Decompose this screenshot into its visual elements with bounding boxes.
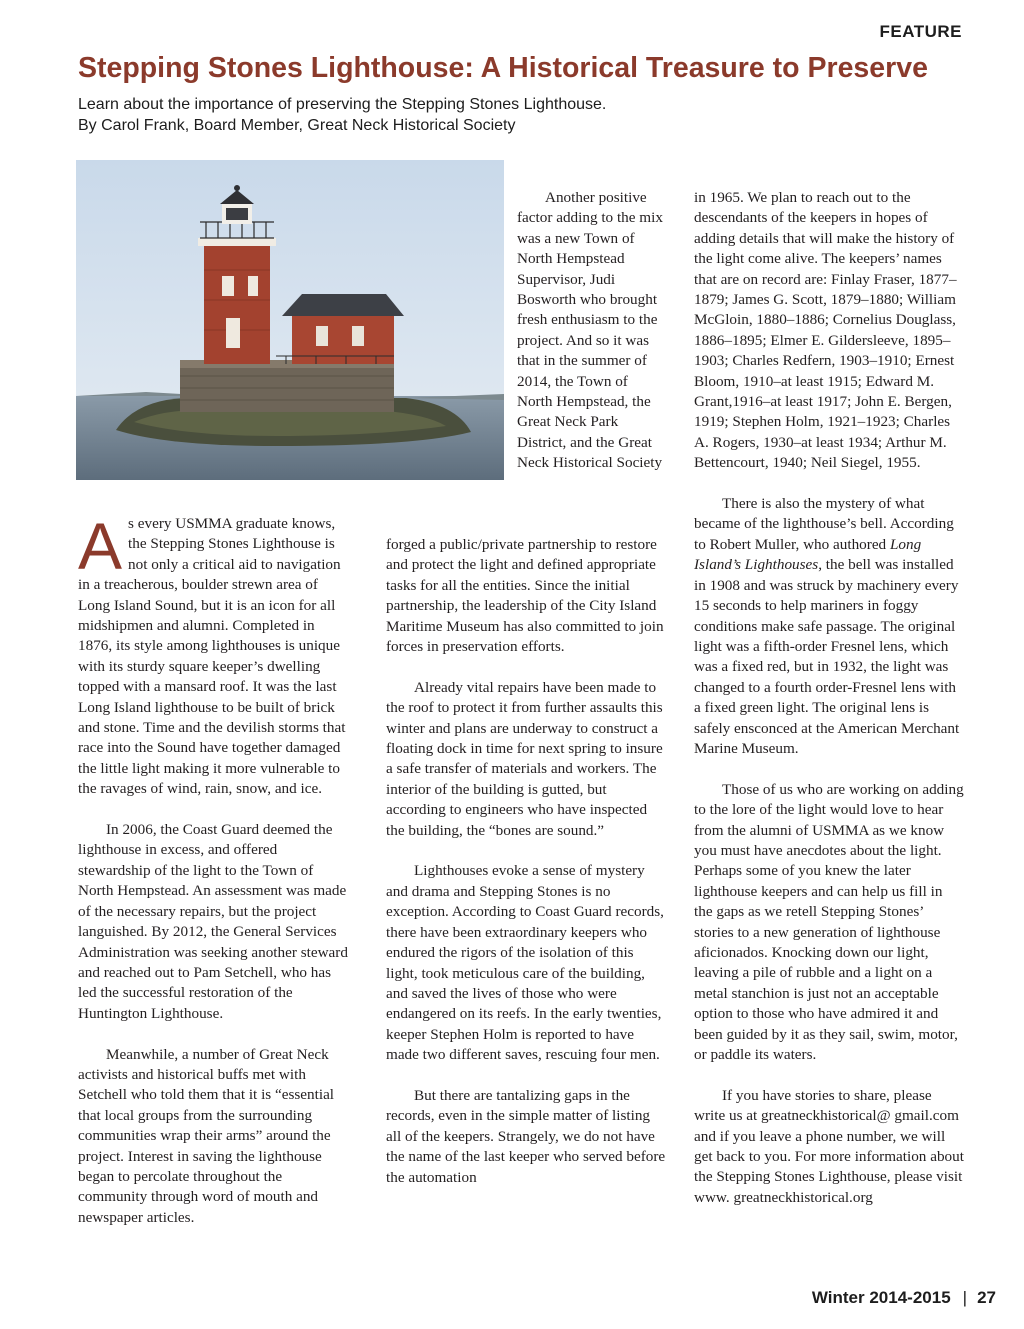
paragraph: Already vital repairs have been made to the roof to protect it from further assaults this winter and plans are underway to construct a floating dock in time for next spring to insure a safe transfer of materials and workers. The interior of the building is gutted, but according to engineers who have inspected the building, the “bones are sound.”	[386, 678, 663, 839]
paragraph: Lighthouses evoke a sense of mystery and drama and Stepping Stones is no exception. According to Coast Guard records, there have been extraordinary keepers who endured the rigors of the isolation of this light, took meticulous care of the building, and saved the lives of those who were endangered on its reefs. In the early twenties, keeper Stephen Holm is reported to have made two different saves, rescuing four men.	[386, 862, 664, 1064]
section-label: FEATURE	[879, 22, 962, 41]
issue-season: Winter 2014-2015	[811, 1288, 951, 1307]
page-number: 27	[977, 1288, 996, 1307]
paragraph: in 1965. We plan to reach out to the descendants of the keepers in hopes of adding details that will make the history of the light come alive. The keepers’ names that are on record are: Finlay Fraser, 1877–1879; James G. Scott, 1879–1880; William McGloin, 1880–1886; Cornelius Douglass, 1886–1895; Elmer E. Gildersleeve, 1895–1903; Charles Redfern, 1903–1910; Ernest Bloom, 1910–at least 1915; Edward M. Grant,1916–at least 1917; John E. Bergen, 1919; Stephen Holm, 1921–1923; Charles A. Rogers, 1930–at least 1934; Arthur M. Bettencourt, 1940; Neil Siegel, 1955.	[694, 189, 957, 472]
book-title: Long Island’s Lighthouses	[694, 535, 922, 574]
page-footer	[812, 1288, 996, 1308]
footer-separator: |	[962, 1288, 968, 1307]
lighthouse-photo	[76, 160, 504, 480]
paragraph: Another positive factor adding to the mix was a new Town of North Hempstead Supervisor, Judi Bosworth who brought fresh enthusiasm to the project. And so it was that in the summer of 2014, the Town of North Hempstead, the Great Neck Park District, and the Great Neck Historical Society	[517, 189, 663, 472]
paragraph: Meanwhile, a number of Great Neck activists and historical buffs met with Setchell who told them that it is “essential that local groups from the surrounding communities wrap their arms” around the project. Interest in saving the lighthouse began to percolate throughout the community through word of mouth and newspaper articles.	[78, 1045, 335, 1226]
paragraph: But there are tantalizing gaps in the records, even in the simple matter of listing all of the keepers. Strangely, we do not have the name of the last keeper who served before the automation	[386, 1086, 666, 1186]
paragraph: s every USMMA graduate knows, the Stepping Stones Lighthouse is not only a critical aid to navigation in a treacherous, boulder strewn area of Long Island Sound, but it is an icon for all midshipmen and alumni. Completed in 1876, its style among lighthouses is unique with its sturdy square keeper’s dwelling topped with a mansard roof. It was the last Long Island lighthouse to be built of brick and stone. Time and the devilish storms that race into the Sound have together damaged the little light making it more vulnerable to the ravages of wind, rain, snow, and ice.	[78, 515, 346, 798]
article-deck: Learn about the importance of preserving the Stepping Stones Lighthouse.	[78, 96, 607, 113]
column-3	[694, 188, 964, 1229]
column-2-top	[517, 188, 663, 494]
article-byline: By Carol Frank, Board Member, Great Neck Historical Society	[78, 117, 516, 134]
paragraph: forged a public/private partnership to restore and protect the light and defined appropriate tasks for all the entities. Since the initial partnership, the leadership of the City Island Maritime Museum has also committed to join forces in preservation efforts.	[386, 536, 664, 656]
paragraph: If you have stories to share, please write us at greatneckhistorical@ gmail.com and if you leave a phone number, we will get back to you. For more information about the Stepping Stones Lighthouse, please visit www. greatneckhistorical.org	[694, 1086, 964, 1206]
column-2	[386, 535, 666, 1208]
paragraph: Those of us who are working on adding to the lore of the light would love to hear from the alumni of USMMA as we know you must have anecdotes about the light. Perhaps some of you knew the later lighthouse keepers and can help us fill in the gaps as we retell Stepping Stones’ stories to a new generation of lighthouse aficionados. Knocking down our light, leaving a pile of rubble and a light on a metal stanchion is just not an acceptable option to those who have admired it and been guided by it as they sail, swim, motor, or paddle its waters.	[694, 780, 964, 1064]
paragraph: There is also the mystery of what became of the lighthouse’s bell. According to Robert Muller, who authored Long Island’s Lighthouses, the bell was installed in 1908 and was struck by machinery every 15 seconds to help mariners in foggy conditions make safe passage. The original light was a fifth-order Fresnel lens, which was a fixed red, but in 1932, the light was changed to a fourth order-Fresnel lens with a fixed green light. The original lens is safely ensconced at the American Merchant Marine Museum.	[694, 495, 960, 757]
article-title: Stepping Stones Lighthouse: A Historical Treasure to Preserve	[78, 52, 928, 84]
column-1	[78, 509, 348, 1249]
drop-cap: A	[78, 509, 123, 583]
paragraph: In 2006, the Coast Guard deemed the lighthouse in excess, and offered stewardship of the light to the Town of North Hempstead. An assessment was made of the necessary repairs, but the project languished. By 2012, the General Services Administration was seeking another steward and reached out to Pam Setchell, who has led the successful restoration of the Huntington Lighthouse.	[78, 821, 348, 1022]
